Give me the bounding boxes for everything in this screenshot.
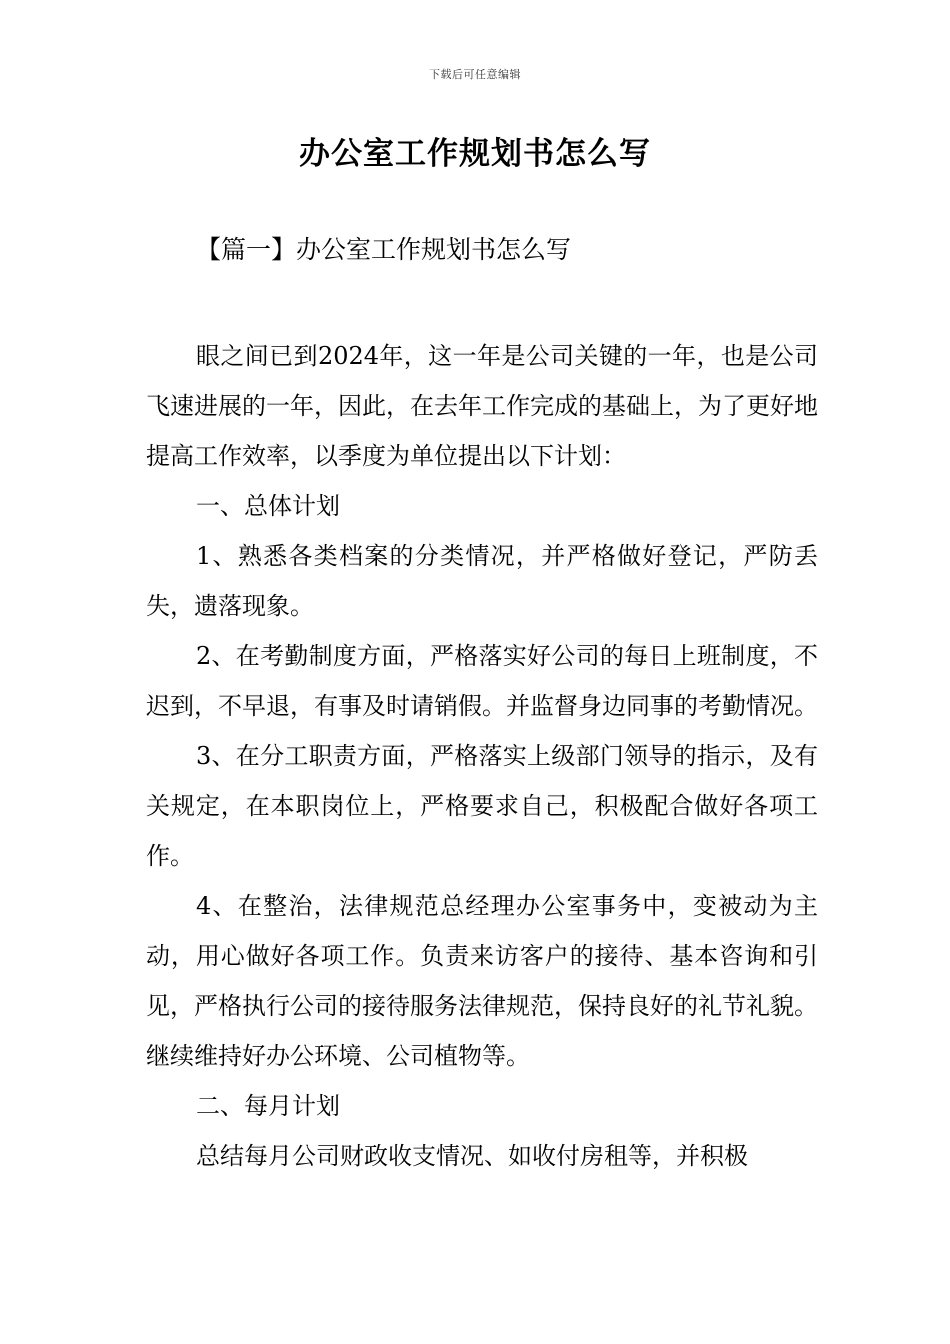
document-title: 办公室工作规划书怎么写 — [299, 136, 651, 172]
paragraph-monthly: 总结每月公司财政收支情况、如收付房租等，并积极 — [196, 1142, 748, 1170]
subheading-monthly-plan: 二、每月计划 — [196, 1092, 340, 1120]
paragraph-item-2: 2、在考勤制度方面，严格落实好公司的每日上班制度，不迟到，不早退，有事及时请销假。并监督身边同事的考勤情况。 — [146, 642, 818, 720]
paragraph-item-4: 4、在整治，法律规范总经理办公室事务中，变被动为主动，用心做好各项工作。负责来访客户的接待、基本咨询和引见，严格执行公司的接待服务法律规范，保持良好的礼节礼貌。继续维持好办公环境、公司植物等。 — [146, 892, 818, 1070]
paragraph-item-1: 1、熟悉各类档案的分类情况，并严格做好登记，严防丢失，遗落现象。 — [146, 542, 818, 620]
paragraph-item-3: 3、在分工职责方面，严格落实上级部门领导的指示，及有关规定，在本职岗位上，严格要求自己，积极配合做好各项工作。 — [146, 742, 818, 870]
section-heading: 【篇一】办公室工作规划书怎么写 — [196, 235, 572, 264]
document-body — [146, 331, 818, 1181]
subheading-overall-plan: 一、总体计划 — [196, 492, 340, 520]
header-note: 下载后可任意编辑 — [429, 68, 521, 81]
paragraph-intro: 眼之间已到2024年，这一年是公司关键的一年，也是公司飞速进展的一年，因此，在去年工作完成的基础上，为了更好地提高工作效率，以季度为单位提出以下计划： — [146, 342, 818, 470]
